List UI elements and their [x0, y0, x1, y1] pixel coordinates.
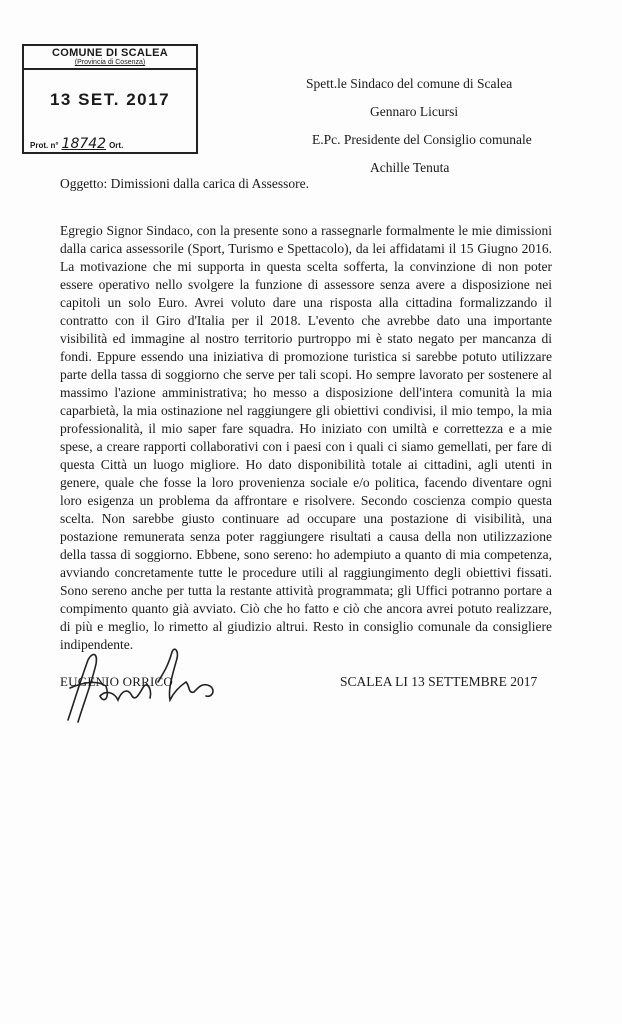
stamp-date: 13 SET. 2017	[49, 90, 171, 109]
stamp-protocol	[30, 136, 194, 152]
stamp-prot-suffix: Ort.	[109, 141, 124, 150]
stamp-provincia: (Provincia di Cosenza)	[74, 59, 146, 66]
subject-line: Oggetto: Dimissioni dalla carica di Assessore.	[60, 176, 309, 191]
recipient-line: Gennaro Licursi	[370, 104, 459, 119]
recipient-line: Spett.le Sindaco del comune di Scalea	[306, 76, 513, 91]
recipients-block	[306, 70, 606, 182]
signer-name: EUGENIO ORRICO	[60, 674, 173, 689]
recipient-line: Achille Tenuta	[370, 160, 450, 175]
recipient-line: E.Pc. Presidente del Consiglio comunale	[312, 132, 532, 147]
letter-body: Egregio Signor Sindaco, con la presente sono a rassegnarle formalmente le mie dimissioni dalla carica assessorile (Sport, Turismo e Spettacolo), da lei affidatami il 15 Giugno 2016. La motivazione che mi supporta in questa scelta sofferta, la convinzione di non poter essere operativo nello svolgere la funzione di assessore senza avere a disposizione nei capitoli un solo Euro. Avrei voluto dare una risposta alla cittadina formalizzando il contratto con il Giro d'Italia per il 2018. L'evento che avrebbe dato una importante visibilità ed immagine al nostro territorio purtroppo mi è stato negato per mancanza di fondi. Eppure essendo una iniziativa di promozione turistica si sarebbe potuto utilizzare parte della tassa di soggiorno che serve per tali scopi. Ho sempre lavorato per sostenere al massimo l'azione amministrativa; ho messo a disposizione dell'intera comunità la mia caparbietà, la mia ostinazione nel raggiungere gli obiettivi condivisi, il mio tempo, la mia professionalità, il mio saper fare squadra. Ho iniziato con umiltà e correttezza e a mie spese, a creare rapporti collaborativi con i paesi con i quali ci siamo gemellati, per fare di questa Città un luogo migliore. Ho dato disponibilità totale ai cittadini, agli utenti in genere, quale che fosse la loro provenienza sociale e/o politica, facendo diventare ogni loro esigenza un problema da affrontare e risolvere. Secondo coscienza compio questa scelta. Non sarebbe giusto continuare ad occupare una postazione di visibilità, una postazione remunerata senza poter raggiungere risultati a causa della non utilizzazione della tassa di soggiorno. Ebbene, sono sereno: ho adempiuto a quanto di mia competenza, avviando concretamente tutte le procedure utili al raggiungimento degli obiettivi fissati. Sono sereno anche per tutta la restante attività programmata; gli Uffici potranno portare a compimento quanto già avviato. Ciò che ho fatto e ciò che ancora avrei potuto realizzare, di più e meglio, lo rimetto al giudizio altrui. Resto in consiglio comunale da consigliere indipendente.	[60, 223, 552, 652]
stamp-header	[24, 46, 196, 70]
protocol-stamp	[22, 44, 198, 154]
stamp-prot-number: 18742	[61, 136, 107, 152]
stamp-comune: COMUNE DI SCALEA	[51, 47, 169, 59]
stamp-prot-label: Prot. n°	[30, 141, 59, 150]
place-date: SCALEA LI 13 SETTEMBRE 2017	[340, 674, 538, 689]
